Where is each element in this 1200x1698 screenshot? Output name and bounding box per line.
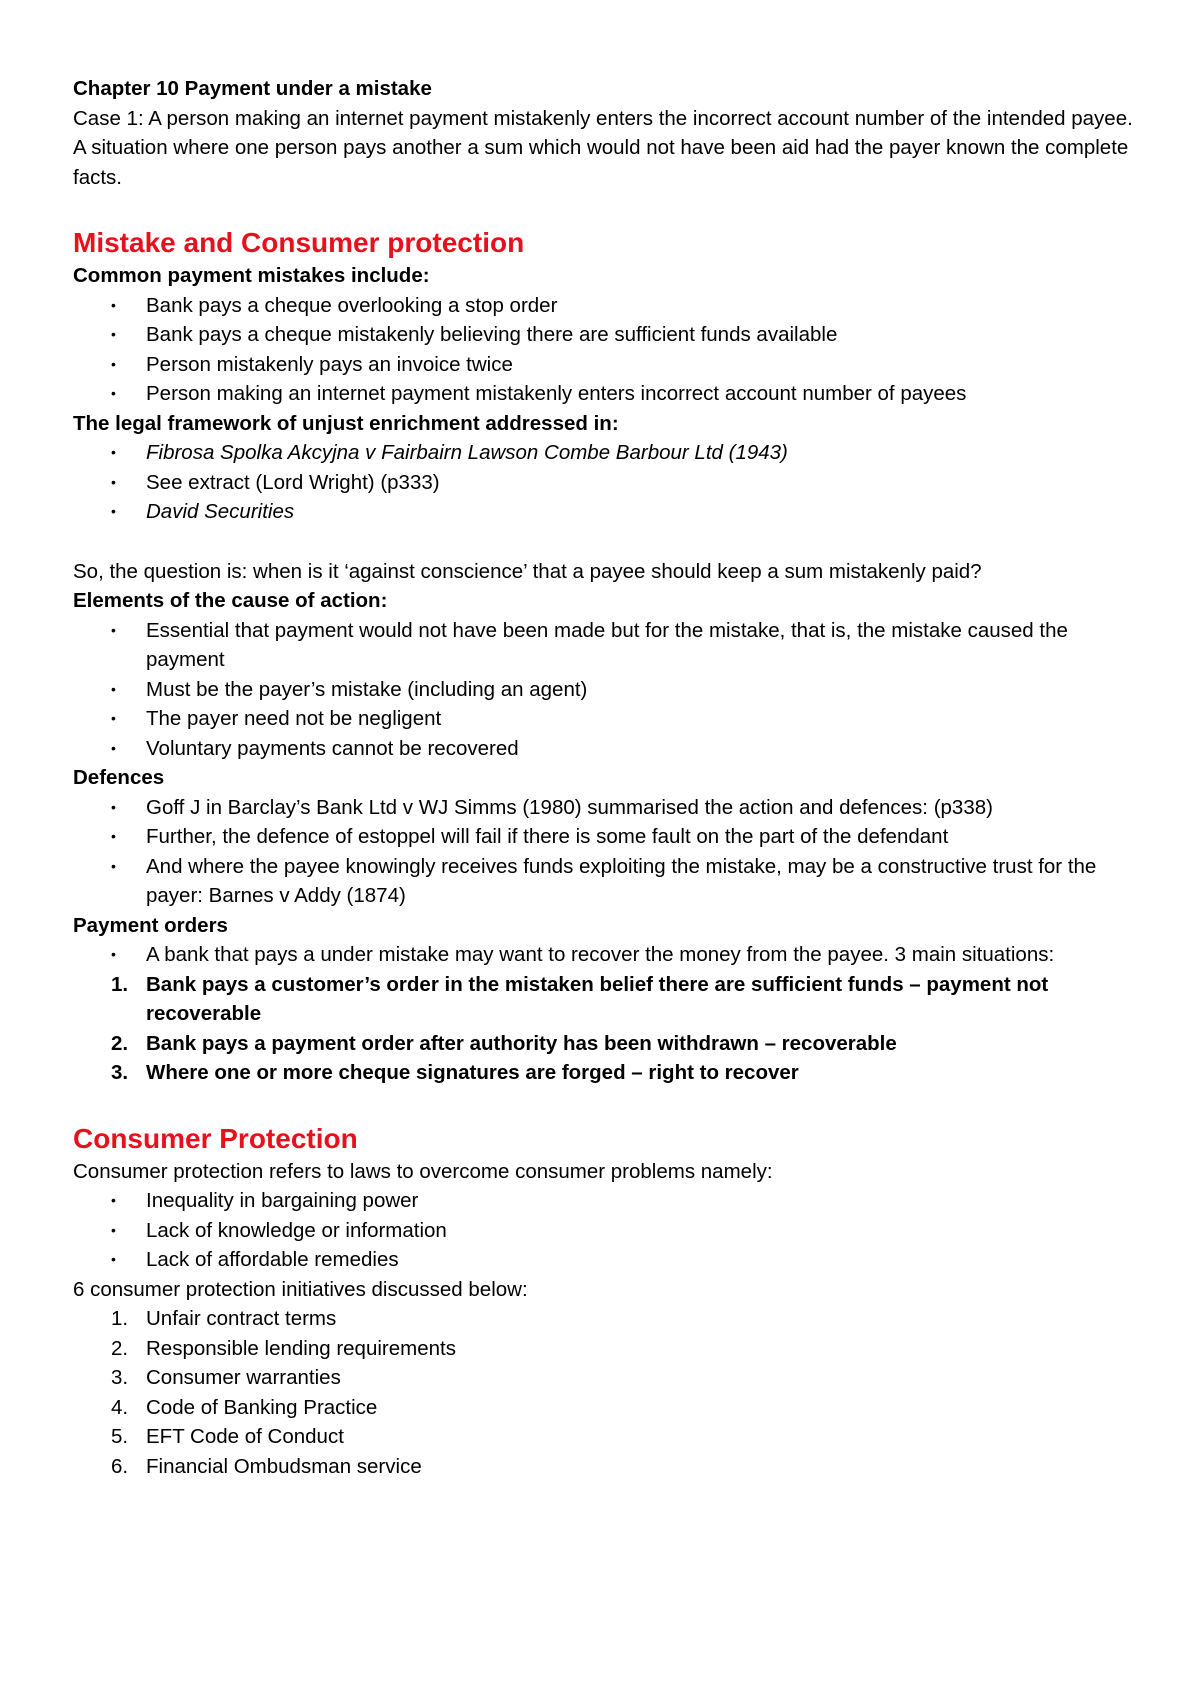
list-item: 6. Financial Ombudsman service: [73, 1452, 1140, 1482]
bullet-marker: •: [111, 828, 116, 844]
list-item: • Inequality in bargaining power: [73, 1186, 1140, 1216]
number-marker: 1.: [111, 972, 129, 996]
list-item: [73, 438, 1140, 468]
list-item: • Lack of knowledge or information: [73, 1216, 1140, 1246]
section-heading-mistake: Mistake and Consumer protection: [73, 227, 525, 258]
list-item: 2. Bank pays a payment order after authority has been withdrawn – recoverable: [73, 1029, 1140, 1059]
list-item: 1. Bank pays a customer’s order in the mistaken belief there are sufficient funds – payment not recoverable: [73, 970, 1140, 1029]
number-marker: 4.: [111, 1395, 129, 1419]
bullet-marker: •: [111, 444, 116, 460]
bullet-marker: •: [111, 621, 116, 638]
defences-label: Defences: [73, 766, 165, 789]
bullet-marker: •: [111, 296, 116, 313]
common-mistakes-list: [73, 291, 1140, 409]
framework-label: The legal framework of unjust enrichment addressed in:: [73, 411, 619, 435]
list-item: • Bank pays a cheque overlooking a stop order: [73, 291, 1140, 321]
list-item: • Lack of affordable remedies: [73, 1245, 1140, 1275]
elements-label: Elements of the cause of action:: [73, 589, 388, 612]
bullet-marker: •: [111, 739, 116, 756]
list-item: • Essential that payment would not have been made but for the mistake, that is, the mistake caused the payment: [73, 616, 1140, 675]
case-citation: David Securities: [146, 500, 295, 523]
list-item: 2. Responsible lending requirements: [73, 1334, 1140, 1364]
framework-list: [73, 438, 1140, 527]
number-marker: 2.: [111, 1336, 129, 1360]
bullet-marker: •: [111, 1251, 116, 1267]
number-marker: 5.: [111, 1425, 129, 1448]
number-marker: 2.: [111, 1031, 129, 1055]
bullet-marker: •: [111, 857, 116, 874]
number-marker: 3.: [111, 1061, 129, 1084]
list-item: 3. Consumer warranties: [73, 1363, 1140, 1393]
list-item: • See extract (Lord Wright) (p333): [73, 468, 1140, 498]
bullet-marker: •: [111, 1221, 116, 1238]
bullet-marker: •: [111, 355, 116, 372]
case-text: A person making an internet payment mistakenly enters the incorrect account number of the intended payee.: [143, 106, 1133, 130]
bullet-marker: •: [111, 946, 116, 962]
bullet-marker: •: [111, 710, 116, 726]
list-item: 3. Where one or more cheque signatures are forged – right to recover: [73, 1058, 1140, 1088]
number-marker: 1.: [111, 1307, 129, 1330]
bullet-marker: •: [111, 1192, 116, 1208]
bullet-marker: •: [111, 680, 116, 697]
common-mistakes-label: Common payment mistakes include:: [73, 264, 430, 287]
payment-orders-intro-list: [73, 940, 1140, 970]
bullet-marker: •: [111, 385, 116, 401]
list-item: • Bank pays a cheque mistakenly believing there are sufficient funds available: [73, 320, 1140, 350]
list-item: • Goff J in Barclay’s Bank Ltd v WJ Simms (1980) summarised the action and defences: (p338): [73, 793, 1140, 823]
bullet-marker: •: [111, 473, 116, 490]
list-item: 1. Unfair contract terms: [73, 1304, 1140, 1334]
list-item: • The payer need not be negligent: [73, 704, 1140, 734]
defences-list: [73, 793, 1140, 911]
consumer-problems-list: [73, 1186, 1140, 1275]
list-item: • Person mistakenly pays an invoice twice: [73, 350, 1140, 380]
question-paragraph: So, the question is: when is it ‘against conscience’ that a payee should keep a sum mistakenly paid?: [73, 559, 982, 583]
list-item: 5. EFT Code of Conduct: [73, 1422, 1140, 1452]
bullet-marker: •: [111, 798, 116, 815]
case-citation: Fibrosa Spolka Akcyjna v Fairbairn Lawson Combe Barbour Ltd (1943): [146, 441, 788, 464]
case-label: Case 1:: [73, 106, 144, 130]
case-paragraph: [73, 104, 1140, 134]
payment-orders-list: [73, 970, 1140, 1088]
list-item: [73, 497, 1140, 527]
list-item: • Voluntary payments cannot be recovered: [73, 734, 1140, 764]
list-item: • Person making an internet payment mistakenly enters incorrect account number of payees: [73, 379, 1140, 409]
number-marker: 6.: [111, 1454, 129, 1478]
payment-orders-label: Payment orders: [73, 913, 228, 937]
list-item: • And where the payee knowingly receives funds exploiting the mistake, may be a constructive trust for the payer: Barnes v Addy (1874): [73, 852, 1140, 911]
list-item: 4. Code of Banking Practice: [73, 1393, 1140, 1423]
elements-list: [73, 616, 1140, 764]
section-heading-consumer: Consumer Protection: [73, 1122, 358, 1154]
chapter-title: Chapter 10 Payment under a mistake: [73, 77, 432, 100]
list-item: • A bank that pays a under mistake may want to recover the money from the payee. 3 main situations:: [73, 940, 1140, 970]
definition-paragraph: A situation where one person pays another a sum which would not have been aid had the payer known the complete facts.: [73, 136, 1129, 189]
initiatives-label: 6 consumer protection initiatives discussed below:: [73, 1277, 528, 1301]
bullet-marker: •: [111, 503, 116, 519]
consumer-intro: Consumer protection refers to laws to overcome consumer problems namely:: [73, 1159, 773, 1183]
number-marker: 3.: [111, 1366, 129, 1389]
list-item: • Must be the payer’s mistake (including an agent): [73, 675, 1140, 705]
initiatives-list: [73, 1304, 1140, 1481]
bullet-marker: •: [111, 326, 116, 342]
list-item: • Further, the defence of estoppel will fail if there is some fault on the part of the defendant: [73, 822, 1140, 852]
